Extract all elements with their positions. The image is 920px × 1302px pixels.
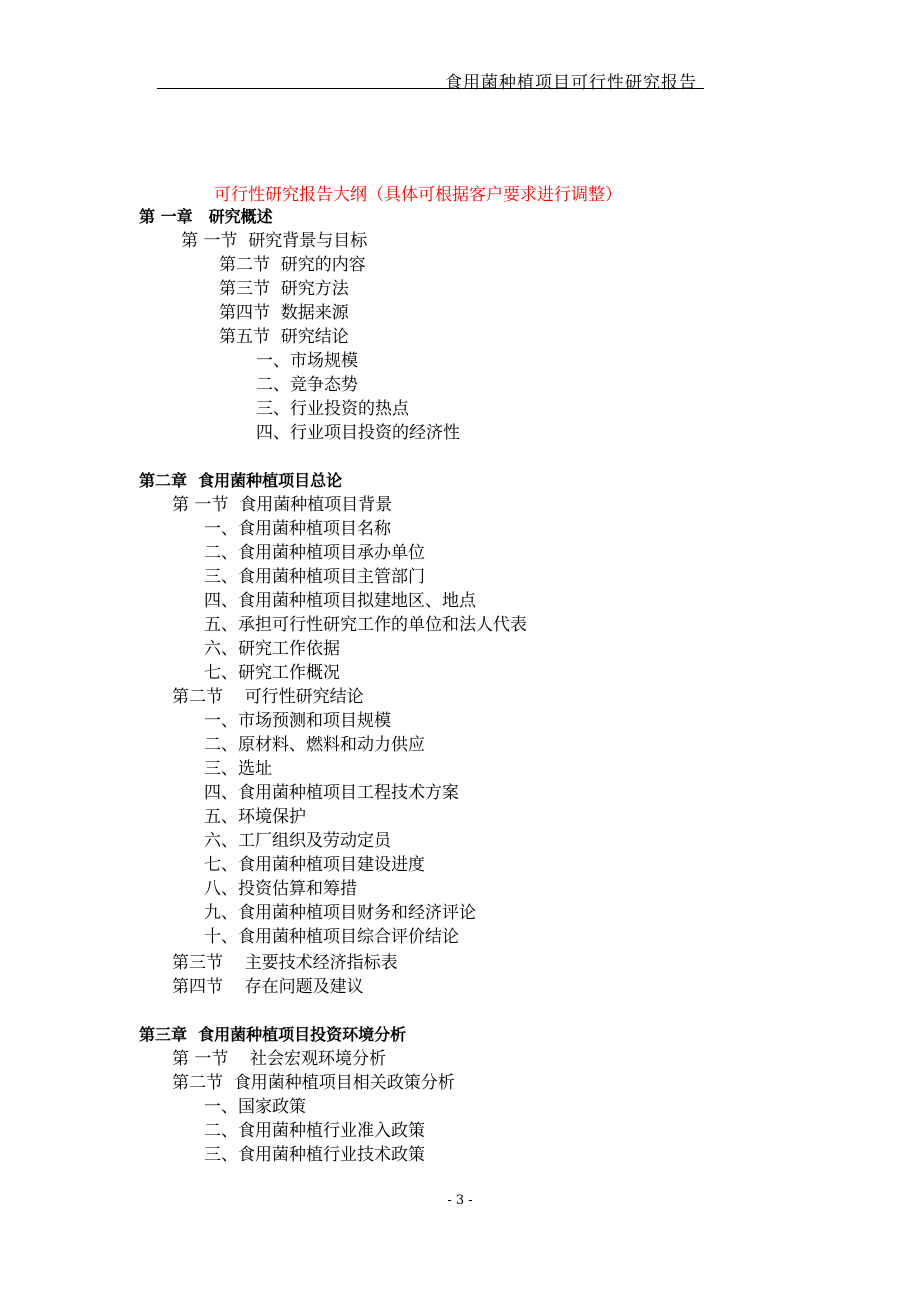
subsection-item: 四、食用菌种植项目拟建地区、地点 [204,591,476,611]
subsection-item: 一、市场预测和项目规模 [204,711,391,731]
subsection-item: 二、食用菌种植行业准入政策 [204,1121,425,1141]
subsection-item: 九、食用菌种植项目财务和经济评论 [204,903,476,923]
subsection-item: 二、原材料、燃料和动力供应 [204,735,425,755]
section-item: 第四节 数据来源 [219,303,349,323]
section-item: 第二节 研究的内容 [219,255,366,275]
outline-title: 可行性研究报告大纲（具体可根据客户要求进行调整） [214,185,622,205]
running-header-title: 食用菌种植项目可行性研究报告 [445,73,697,93]
section-item: 第 一节 社会宏观环境分析 [172,1049,387,1069]
subsection-item: 五、承担可行性研究工作的单位和法人代表 [204,615,527,635]
page-number: - 3 - [447,1193,473,1208]
subsection-item: 一、国家政策 [204,1097,306,1117]
subsection-item: 一、市场规模 [256,351,358,371]
subsection-item: 十、食用菌种植项目综合评价结论 [204,927,459,947]
section-item: 第 一节 研究背景与目标 [181,231,368,251]
subsection-item: 二、竞争态势 [256,375,358,395]
subsection-item: 四、行业项目投资的经济性 [256,423,460,443]
subsection-item: 六、研究工作依据 [204,639,340,659]
subsection-item: 五、环境保护 [204,807,306,827]
subsection-item: 三、食用菌种植行业技术政策 [204,1145,425,1165]
section-item: 第四节 存在问题及建议 [172,977,364,997]
subsection-item: 四、食用菌种植项目工程技术方案 [204,783,459,803]
subsection-item: 三、食用菌种植项目主管部门 [204,567,425,587]
subsection-item: 七、食用菌种植项目建设进度 [204,855,425,875]
header-rule [157,88,704,89]
subsection-item: 三、行业投资的热点 [256,399,409,419]
subsection-item: 六、工厂组织及劳动定员 [204,831,391,851]
chapter-heading: 第 一章 研究概述 [139,207,273,226]
section-item: 第 一节 食用菌种植项目背景 [172,495,393,515]
chapter-heading: 第三章 食用菌种植项目投资环境分析 [139,1025,407,1044]
chapter-heading: 第二章 食用菌种植项目总论 [139,471,343,490]
section-item: 第三节 主要技术经济指标表 [172,953,398,973]
subsection-item: 二、食用菌种植项目承办单位 [204,543,425,563]
section-item: 第三节 研究方法 [219,279,349,299]
subsection-item: 三、选址 [204,759,272,779]
section-item: 第二节 可行性研究结论 [172,687,364,707]
subsection-item: 八、投资估算和筹措 [204,879,357,899]
section-item: 第二节 食用菌种植项目相关政策分析 [172,1073,455,1093]
section-item: 第五节 研究结论 [219,327,349,347]
subsection-item: 七、研究工作概况 [204,663,340,683]
subsection-item: 一、食用菌种植项目名称 [204,519,391,539]
